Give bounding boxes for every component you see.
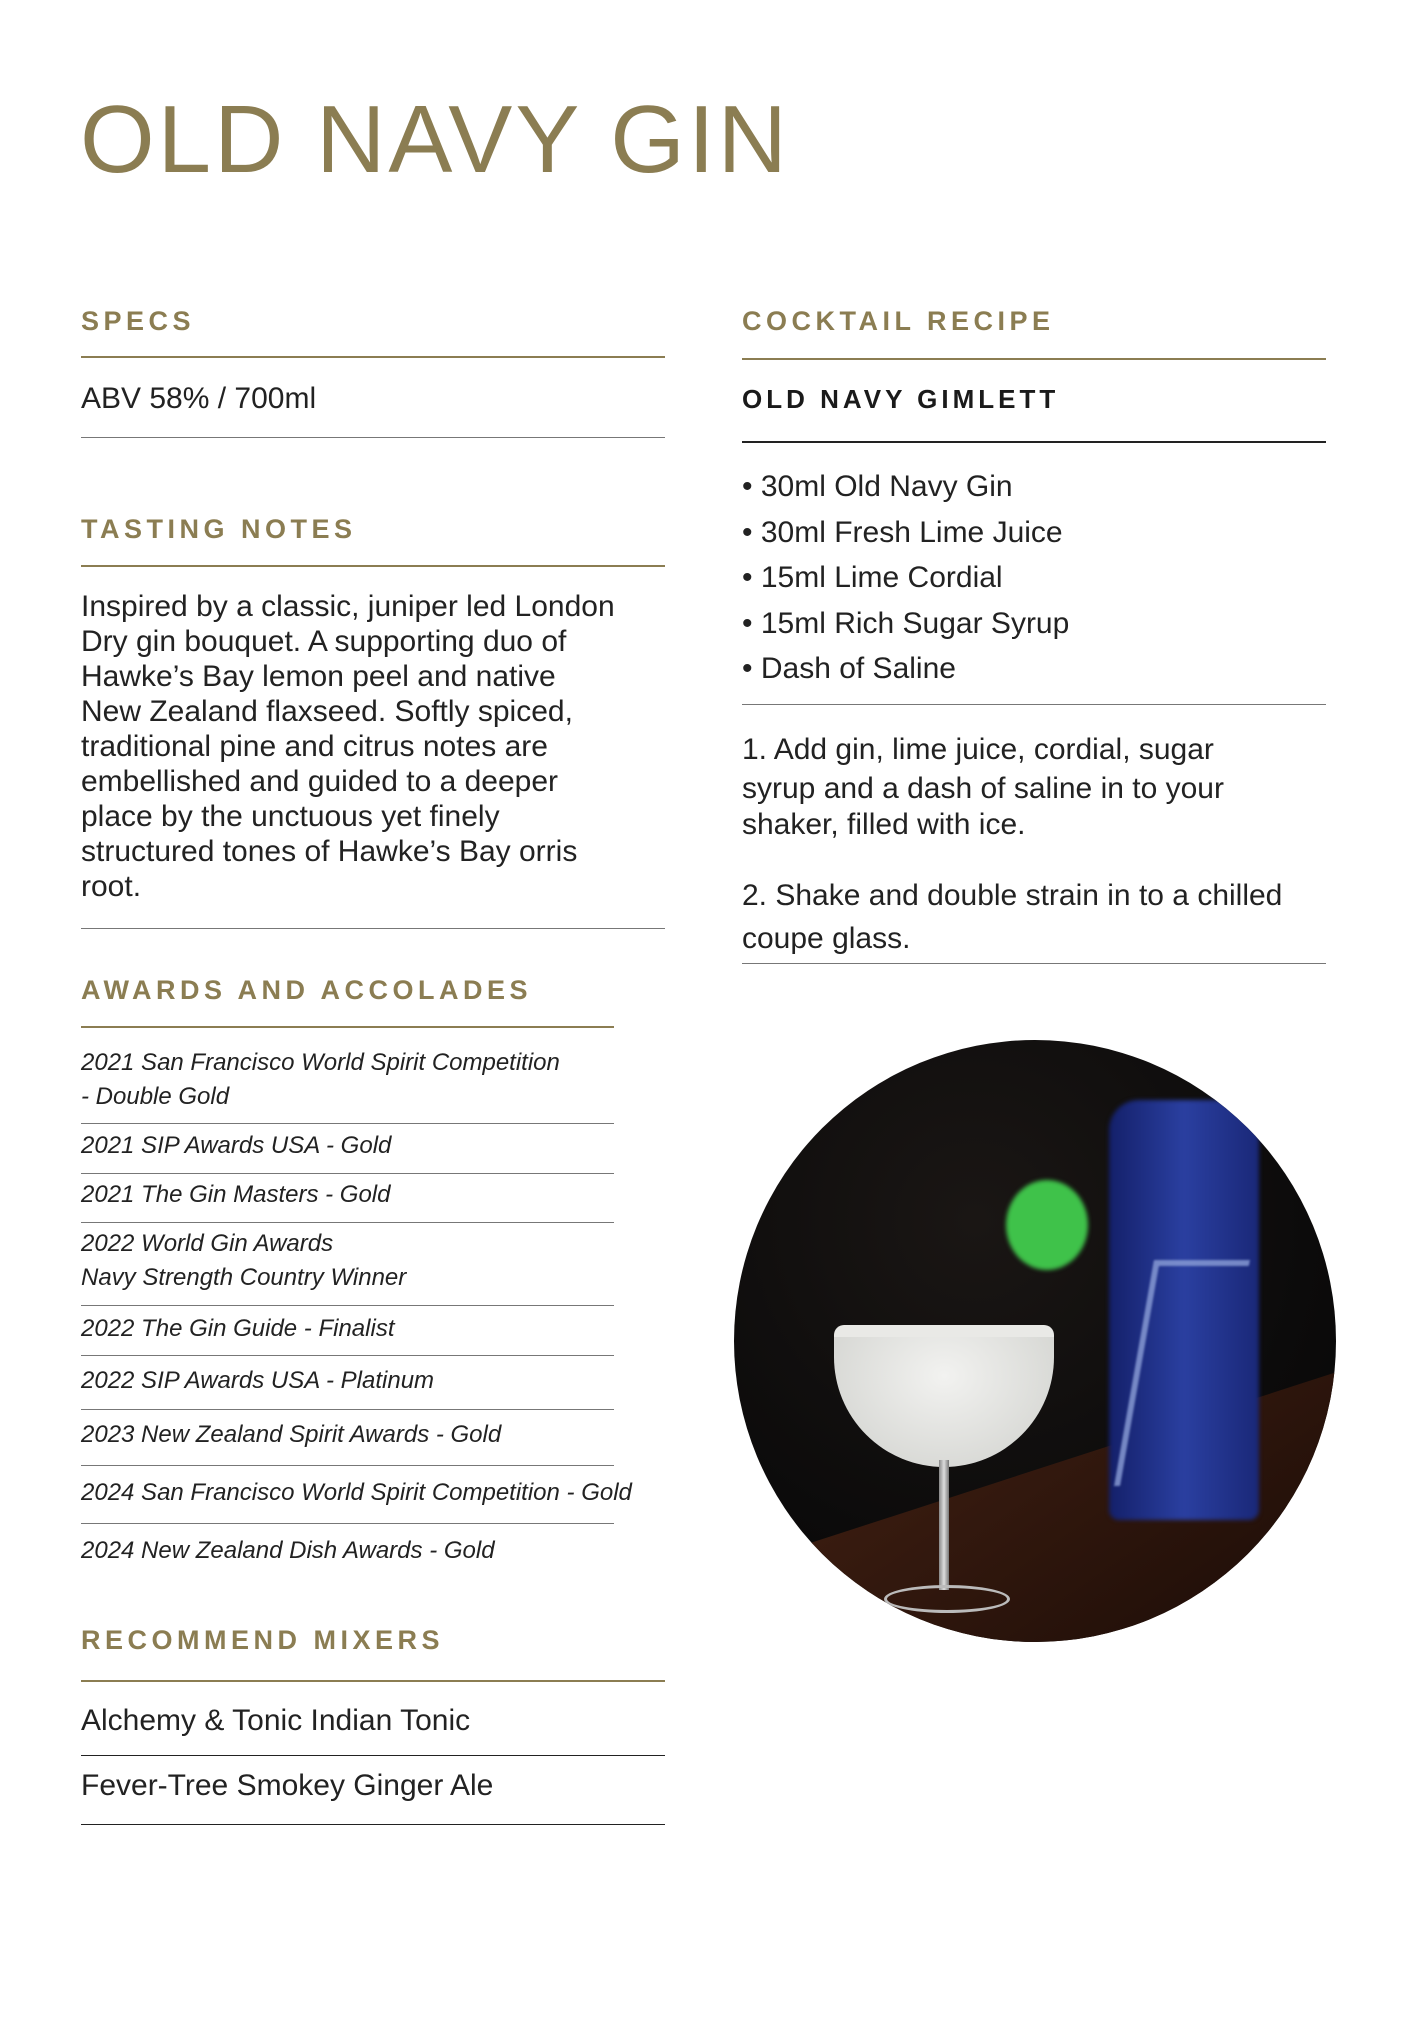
cocktail-photo xyxy=(734,1040,1336,1642)
divider xyxy=(742,441,1326,443)
glass-base xyxy=(884,1585,1010,1613)
divider xyxy=(81,1755,665,1756)
method-step: 1. Add gin, lime juice, cordial, sugar syrup and a dash of saline in to your shaker, filled with ice. xyxy=(742,733,1224,841)
divider xyxy=(81,1523,614,1524)
green-light xyxy=(1006,1180,1088,1270)
award-item: 2024 San Francisco World Spirit Competition - Gold xyxy=(81,1479,632,1506)
award-item: 2022 SIP Awards USA - Platinum xyxy=(81,1367,435,1394)
cocktail-name: OLD NAVY GIMLETT xyxy=(742,384,1060,414)
text-line: New Zealand flaxseed. Softly spiced, xyxy=(81,695,573,728)
divider xyxy=(81,1824,665,1825)
ingredient-item: • 15ml Rich Sugar Syrup xyxy=(742,606,1070,640)
text-line: place by the unctuous yet finely xyxy=(81,800,500,833)
page-title: OLD NAVY GIN xyxy=(80,86,790,193)
text-line: traditional pine and citrus notes are xyxy=(81,730,548,763)
award-item: 2024 New Zealand Dish Awards - Gold xyxy=(81,1537,495,1564)
divider xyxy=(81,1026,614,1028)
award-item: 2021 The Gin Masters - Gold xyxy=(81,1181,391,1208)
method-step: 2. Shake and double strain in to a chilled coupe glass. xyxy=(742,879,1283,955)
divider xyxy=(742,358,1326,360)
specs-heading: SPECS xyxy=(81,306,196,336)
award-item: 2021 SIP Awards USA - Gold xyxy=(81,1132,392,1159)
ingredient-item: • 30ml Fresh Lime Juice xyxy=(742,515,1063,549)
award-item: 2022 The Gin Guide - Finalist xyxy=(81,1315,395,1342)
divider xyxy=(742,963,1326,964)
ingredient-item: • 30ml Old Navy Gin xyxy=(742,470,1013,503)
divider xyxy=(742,704,1326,705)
ingredient-list xyxy=(742,464,1069,692)
mixers-heading: RECOMMEND MIXERS xyxy=(81,1625,445,1655)
text-line: embellished and guided to a deeper xyxy=(81,765,559,798)
text-line: root. xyxy=(81,870,142,903)
divider xyxy=(81,1680,665,1682)
divider xyxy=(81,1173,614,1174)
divider xyxy=(81,1409,614,1410)
divider xyxy=(81,1465,614,1466)
glass-stem xyxy=(939,1460,949,1590)
text-line: Dry gin bouquet. A supporting duo of xyxy=(81,625,567,658)
award-item: 2023 New Zealand Spirit Awards - Gold xyxy=(81,1421,502,1448)
divider xyxy=(81,356,665,358)
divider xyxy=(81,437,665,438)
mixer-item: Alchemy & Tonic Indian Tonic xyxy=(81,1704,471,1737)
mixer-item: Fever-Tree Smokey Ginger Ale xyxy=(81,1769,494,1802)
divider xyxy=(81,928,665,929)
coupe-glass-bowl xyxy=(834,1325,1054,1467)
text-line: Hawke’s Bay lemon peel and native xyxy=(81,660,556,693)
text-line: structured tones of Hawke’s Bay orris xyxy=(81,835,578,868)
divider xyxy=(81,1355,614,1356)
ingredient-item: • 15ml Lime Cordial xyxy=(742,561,1003,594)
divider xyxy=(81,565,665,567)
cocktail-recipe-heading: COCKTAIL RECIPE xyxy=(742,306,1055,336)
award-item: 2021 San Francisco World Spirit Competition - Double Gold xyxy=(81,1049,560,1110)
tasting-notes-heading: TASTING NOTES xyxy=(81,514,357,544)
text-line: Inspired by a classic, juniper led London xyxy=(81,590,615,623)
ingredient-item: • Dash of Saline xyxy=(742,652,956,685)
award-item: 2022 World Gin Awards Navy Strength Country Winner xyxy=(81,1230,407,1291)
divider xyxy=(81,1305,614,1306)
specs-value: ABV 58% / 700ml xyxy=(81,382,317,415)
tasting-notes-text xyxy=(81,589,615,904)
awards-heading: AWARDS AND ACCOLADES xyxy=(81,975,533,1005)
divider xyxy=(81,1222,614,1223)
divider xyxy=(81,1123,614,1124)
